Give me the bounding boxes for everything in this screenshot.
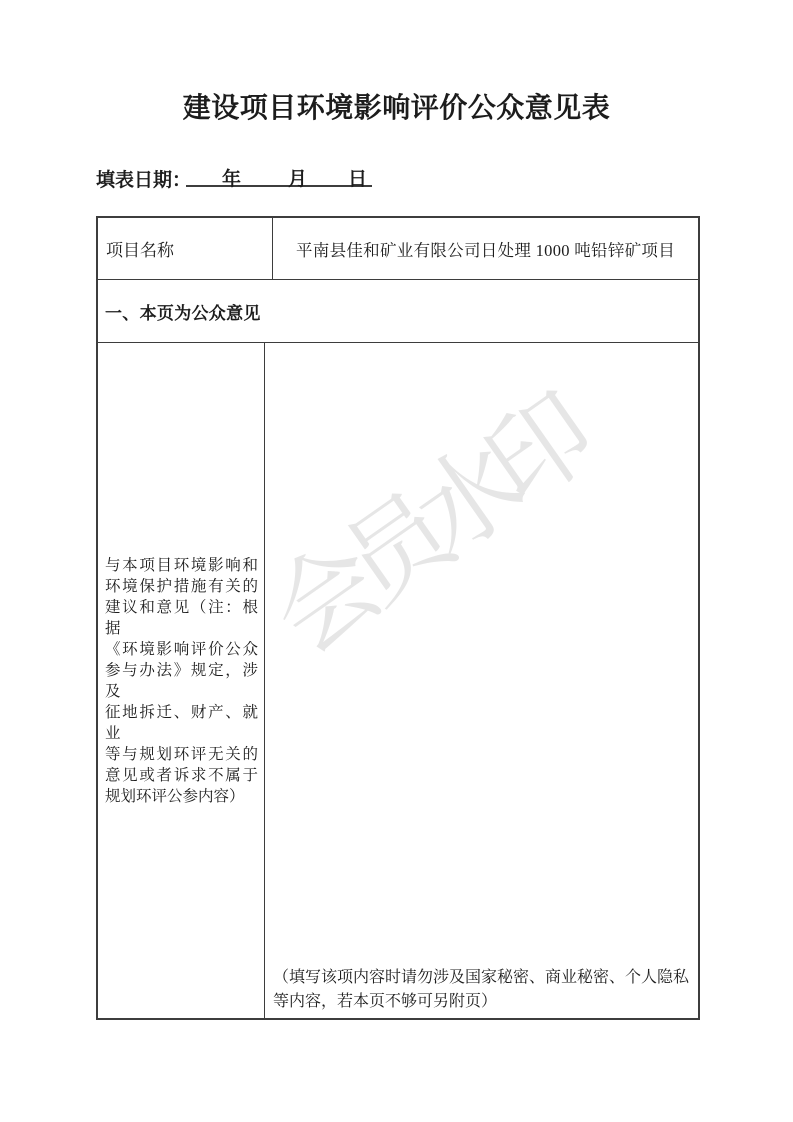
page-title: 建设项目环境影响评价公众意见表: [182, 93, 611, 124]
opinion-note: （填写该项内容时请勿涉及国家秘密、商业秘密、个人隐私 等内容，若本页不够可另附页）: [273, 969, 690, 1010]
month-label: 月: [288, 169, 308, 190]
fill-date-label: 填表日期：: [96, 170, 192, 191]
fill-date-blank-line[interactable]: [186, 162, 372, 190]
member-watermark: 会员水印: [252, 382, 604, 676]
opinion-input-area[interactable]: [265, 343, 698, 1018]
opinion-prompt-text: 与本项目环境影响和 环境保护措施有关的 建议和意见（注：根据 《环境影响评价公众 参与办法》规定，涉及 征地拆迁、财产、就业 等与规划环评无关的 意见或者诉求不属于 规划环评公参内容）: [105, 556, 258, 805]
opinion-form-table: [96, 216, 700, 1020]
project-name-row: [98, 218, 698, 280]
project-name-label-cell: 项目名称: [98, 218, 273, 279]
day-label: 日: [348, 169, 368, 190]
project-name-value-cell: 平南县佳和矿业有限公司日处理 1000 吨铅锌矿项目: [295, 240, 676, 260]
year-label: 年: [222, 169, 242, 190]
section-header: 一、本页为公众意见: [98, 280, 698, 343]
opinion-prompt-cell: [98, 343, 265, 1018]
opinion-row: [98, 343, 698, 1018]
